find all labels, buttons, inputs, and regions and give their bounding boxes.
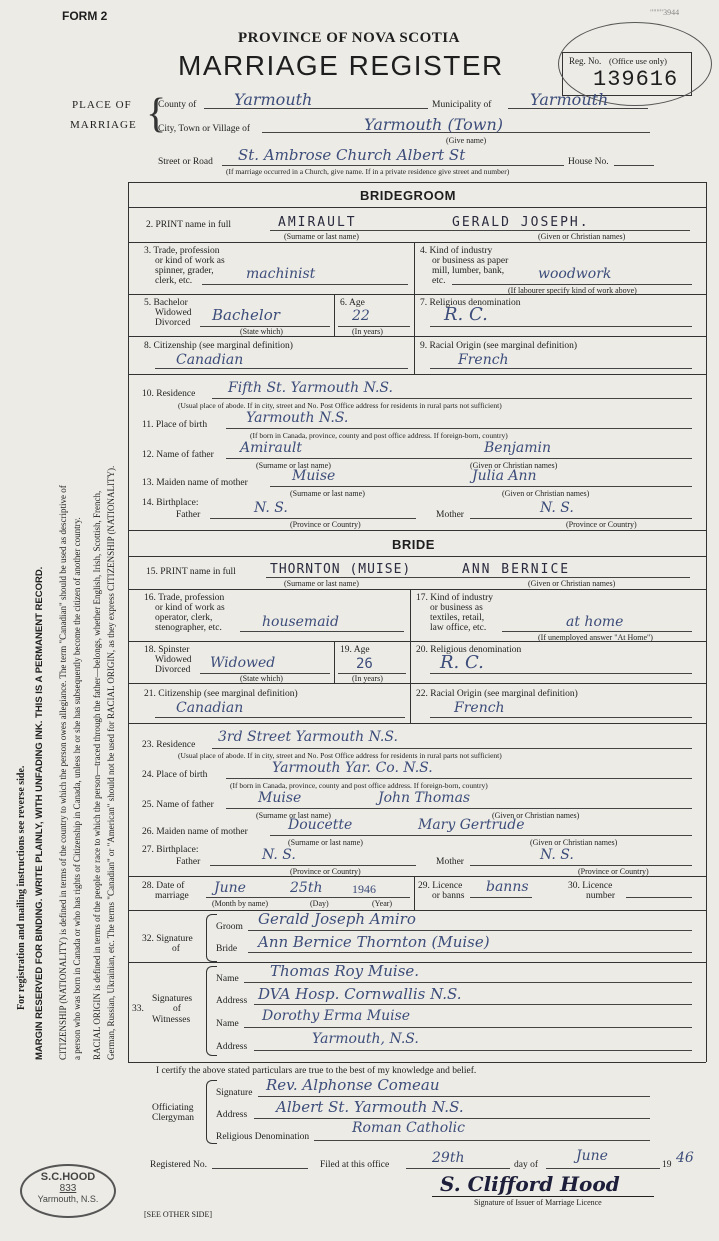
f3-label-4: clerk, etc. xyxy=(155,276,193,286)
f24-value: Yarmouth Yar. Co. N.S. xyxy=(272,760,433,776)
see-other-side: [SEE OTHER SIDE] xyxy=(144,1210,212,1219)
f22-label: 22. Racial Origin (see marginal definition) xyxy=(416,689,578,699)
page-title: MARRIAGE REGISTER xyxy=(178,50,504,81)
f17-label-4: law office, etc. xyxy=(430,623,487,633)
f27-mother-hint: (Province or Country) xyxy=(578,867,649,876)
denomination-label: Religious Denomination xyxy=(216,1132,310,1142)
f16-label-4: stenographer, etc. xyxy=(155,623,222,633)
f3-label-3: spinner, grader, xyxy=(155,266,214,276)
f23-value: 3rd Street Yarmouth N.S. xyxy=(218,729,398,745)
f18-label-2: Widowed xyxy=(155,655,192,665)
f26-given: Mary Gertrude xyxy=(418,817,525,833)
f14-mother: N. S. xyxy=(540,500,574,516)
f28-label-2: marriage xyxy=(155,891,189,901)
f17-note: (If unemployed answer "At Home") xyxy=(538,633,653,642)
bride-sig-label: Bride xyxy=(216,944,238,954)
f8-value: Canadian xyxy=(176,352,244,368)
f16-label-1: 16. Trade, profession xyxy=(144,593,225,603)
groom-signature: Gerald Joseph Amiro xyxy=(258,910,416,928)
f4-label-3: mill, lumber, bank, xyxy=(432,266,505,276)
w2-name-label: Name xyxy=(216,1019,239,1029)
registrar-stamp xyxy=(20,1164,116,1218)
reg-note: (Office use only) xyxy=(609,56,667,66)
filed-label: Filed at this office xyxy=(320,1160,390,1170)
day-of-label: day of xyxy=(514,1160,539,1170)
groom-sig-label: Groom xyxy=(216,922,243,932)
f6-value: 22 xyxy=(352,308,370,324)
f3-value: machinist xyxy=(246,266,316,282)
f13-surname-hint: (Surname or last name) xyxy=(290,489,365,498)
w2-address-label: Address xyxy=(216,1042,248,1052)
county-value: Yarmouth xyxy=(234,90,313,109)
f14-father-hint: (Province or Country) xyxy=(290,520,361,529)
place-brace: { xyxy=(146,91,167,137)
filed-day: 29th xyxy=(432,1150,465,1166)
f30-label-2: number xyxy=(586,891,616,901)
f25-surname-hint: (Surname or last name) xyxy=(256,811,331,820)
clergy-address-label: Address xyxy=(216,1110,248,1120)
f18-label-3: Divorced xyxy=(155,665,191,675)
f28-day: 25th xyxy=(290,880,323,896)
bridegroom-section-title: BRIDEGROOM xyxy=(360,188,456,203)
f5-state-hint: (State which) xyxy=(240,327,283,336)
f16-label-3: operator, clerk, xyxy=(155,613,213,623)
f4-label-1: 4. Kind of industry xyxy=(420,246,493,256)
f5-label-3: Divorced xyxy=(155,318,191,328)
f12-label: 12. Name of father xyxy=(142,450,214,460)
issuer-label: Signature of Issuer of Marriage Licence xyxy=(474,1198,602,1207)
f17-value: at home xyxy=(566,614,624,630)
f4-note: (If labourer specify kind of work above) xyxy=(508,286,637,295)
reg-label: Reg. No. xyxy=(569,56,602,66)
f28-month-hint: (Month by name) xyxy=(212,899,268,908)
f28-month: June xyxy=(214,880,246,896)
f27-father-hint: (Province or Country) xyxy=(290,867,361,876)
f30-label-1: 30. Licence xyxy=(568,881,613,891)
f15-given-hint: (Given or Christian names) xyxy=(528,579,616,588)
place-label-2: MARRIAGE xyxy=(70,119,137,131)
f28-label-1: 28. Date of xyxy=(142,881,185,891)
f4-label-4: etc. xyxy=(432,276,446,286)
w1-address: DVA Hosp. Cornwallis N.S. xyxy=(258,985,462,1003)
f25-given: John Thomas xyxy=(378,790,471,806)
f5-value: Bachelor xyxy=(212,306,280,324)
registered-label: Registered No. xyxy=(150,1160,207,1170)
margin-text-4: a person who was born in Canada or who has rights of Citizenship in Canada, unless he or she has subsequently become the citizen of another country. xyxy=(72,517,82,1060)
clergy-sig-label: Signature xyxy=(216,1088,253,1098)
w1-address-label: Address xyxy=(216,996,248,1006)
f6-years-hint: (In years) xyxy=(352,327,383,336)
f26-given-hint: (Given or Christian names) xyxy=(530,838,618,847)
f26-surname: Doucette xyxy=(288,817,353,833)
f13-given-hint: (Given or Christian names) xyxy=(502,489,590,498)
f32-label-1: 32. Signature xyxy=(142,934,193,944)
f25-surname: Muise xyxy=(258,790,302,806)
place-label-1: PLACE OF xyxy=(72,99,132,111)
f15-label: 15. PRINT name in full xyxy=(146,567,236,577)
bride-section-title: BRIDE xyxy=(392,537,435,552)
f15-surname-hint: (Surname or last name) xyxy=(284,579,359,588)
f25-given-hint: (Given or Christian names) xyxy=(492,811,580,820)
filed-year-prefix: 19 xyxy=(662,1160,672,1170)
f14-label-1: 14. Birthplace: xyxy=(142,498,199,508)
stamp-place: Yarmouth, N.S. xyxy=(37,1194,99,1204)
f24-label: 24. Place of birth xyxy=(142,770,208,780)
f23-label: 23. Residence xyxy=(142,740,196,750)
margin-text-5: RACIAL ORIGIN is defined in terms of the people or race to which the person—traced through the father—belongs, whether English, Irish, Scottish, French, xyxy=(92,490,102,1060)
f26-surname-hint: (Surname or last name) xyxy=(288,838,363,847)
f14-label-2: Father xyxy=(176,510,201,520)
f32-label-2: of xyxy=(172,944,180,954)
filed-year: 46 xyxy=(676,1150,694,1166)
municipality-value: Yarmouth xyxy=(530,90,609,109)
filed-month: June xyxy=(576,1148,608,1164)
f9-label: 9. Racial Origin (see marginal definition) xyxy=(420,341,578,351)
f18-state-hint: (State which) xyxy=(240,674,283,683)
f2-surname-hint: (Surname or last name) xyxy=(284,232,359,241)
w2-address: Yarmouth, N.S. xyxy=(312,1031,419,1047)
clergy-label-2: Clergyman xyxy=(152,1113,195,1123)
f12-given-hint: (Given or Christian names) xyxy=(470,461,558,470)
f27-label-2: Father xyxy=(176,857,201,867)
w1-name-label: Name xyxy=(216,974,239,984)
w1-name: Thomas Roy Muise. xyxy=(270,962,420,980)
f2-given: GERALD JOSEPH. xyxy=(452,215,590,230)
f12-given: Benjamin xyxy=(484,440,552,456)
give-name-hint: (Give name) xyxy=(446,136,487,145)
f17-label-3: textiles, retail, xyxy=(430,613,485,623)
f18-value: Widowed xyxy=(210,655,276,671)
f28-year-hint: (Year) xyxy=(372,899,393,908)
f17-label-2: or business as xyxy=(430,603,483,613)
clergy-label-1: Officiating xyxy=(152,1103,194,1113)
f10-label: 10. Residence xyxy=(142,389,196,399)
f14-mother-label: Mother xyxy=(436,510,464,520)
w2-name: Dorothy Erma Muise xyxy=(262,1008,411,1024)
f12-surname: Amirault xyxy=(240,440,303,456)
f28-day-hint: (Day) xyxy=(310,899,329,908)
city-value: Yarmouth (Town) xyxy=(364,115,503,134)
f20-value: R. C. xyxy=(440,652,484,673)
f8-label: 8. Citizenship (see marginal definition) xyxy=(144,341,293,351)
f5-label-1: 5. Bachelor xyxy=(144,298,188,308)
f4-value: woodwork xyxy=(538,266,612,282)
street-label: Street or Road xyxy=(158,157,213,167)
f33-label-2: of xyxy=(173,1004,181,1014)
f16-value: housemaid xyxy=(262,614,339,630)
f4-label-2: or business as paper xyxy=(432,256,509,266)
f7-value: R. C. xyxy=(444,304,488,325)
margin-text-3: CITIZENSHIP (NATIONALITY) is defined in terms of the country to which the person owes allegiance. The term "Canadian" should be used as descriptive of xyxy=(58,485,68,1060)
f10-value: Fifth St. Yarmouth N.S. xyxy=(228,380,393,396)
f18-label-1: 18. Spinster xyxy=(144,645,190,655)
f14-mother-hint: (Province or Country) xyxy=(566,520,637,529)
stamp-name: S.C.HOOD xyxy=(40,1171,96,1183)
f12-surname-hint: (Surname or last name) xyxy=(256,461,331,470)
f14-father: N. S. xyxy=(254,500,288,516)
f13-surname: Muise xyxy=(292,468,336,484)
f17-label-1: 17. Kind of industry xyxy=(416,593,494,603)
f29-label-1: 29. Licence xyxy=(418,881,463,891)
margin-text-2: MARGIN RESERVED FOR BINDING. WRITE PLAINLY, WITH UNFADING INK. THIS IS A PERMANENT RECORD. xyxy=(34,566,45,1060)
reg-number: 139616 xyxy=(593,67,679,92)
f2-given-hint: (Given or Christian names) xyxy=(538,232,626,241)
f29-value: banns xyxy=(486,879,529,895)
form-number: FORM 2 xyxy=(62,9,108,23)
f21-label: 21. Citizenship (see marginal definition) xyxy=(144,689,298,699)
f7-label: 7. Religious denomination xyxy=(420,298,521,308)
province-heading: PROVINCE OF NOVA SCOTIA xyxy=(238,30,460,46)
f6-label: 6. Age xyxy=(340,298,365,308)
f19-years-hint: (In years) xyxy=(352,674,383,683)
f19-label: 19. Age xyxy=(340,645,370,655)
f24-note: (If born in Canada, province, county and post office address. If foreign-born, country) xyxy=(230,781,488,790)
clergy-denomination: Roman Catholic xyxy=(352,1120,465,1136)
issuer-signature: S. Clifford Hood xyxy=(440,1172,620,1196)
f20-label: 20. Religious denomination xyxy=(416,645,522,655)
certify-text: I certify the above stated particulars are true to the best of my knowledge and belief. xyxy=(156,1066,477,1076)
f22-value: French xyxy=(454,700,505,716)
f21-value: Canadian xyxy=(176,700,244,716)
f15-surname: THORNTON (MUISE) xyxy=(270,562,412,577)
f33-label-1: Signatures xyxy=(152,994,193,1004)
f10-note: (Usual place of abode. If in city, street and No. Post Office address for residents in rural parts not sufficient) xyxy=(178,401,502,410)
f27-label-1: 27. Birthplace: xyxy=(142,845,199,855)
f3-label-2: or kind of work as xyxy=(155,256,225,266)
clergy-address: Albert St. Yarmouth N.S. xyxy=(276,1098,464,1116)
margin-text-6: German, Russian, Ukrainian, etc. The terms "Canadian" or "American" should not be used for RACIAL ORIGIN, as they express CITIZENSHIP (NATIONALITY). xyxy=(106,465,116,1060)
f33-label-3: Witnesses xyxy=(152,1015,191,1025)
city-label: City, Town or Village of xyxy=(158,124,250,134)
f28-year: 1946 xyxy=(352,882,376,896)
f27-father: N. S. xyxy=(262,847,296,863)
f13-given: Julia Ann xyxy=(472,468,537,484)
street-value: St. Ambrose Church Albert St xyxy=(238,146,466,164)
f27-mother: N. S. xyxy=(540,847,574,863)
f15-given: ANN BERNICE xyxy=(462,562,571,577)
f29-label-2: or banns xyxy=(432,891,465,901)
f25-label: 25. Name of father xyxy=(142,800,214,810)
f26-label: 26. Maiden name of mother xyxy=(142,827,248,837)
bride-signature: Ann Bernice Thornton (Muise) xyxy=(258,933,490,951)
f27-mother-label: Mother xyxy=(436,857,464,867)
f11-value: Yarmouth N.S. xyxy=(246,410,349,426)
f11-label: 11. Place of birth xyxy=(142,420,208,430)
margin-text-1: For registration and mailing instructions see reverse side. xyxy=(16,765,27,1010)
f2-surname: AMIRAULT xyxy=(278,215,357,230)
corner-mark: """"3944 xyxy=(650,8,680,17)
f16-label-2: or kind of work as xyxy=(155,603,225,613)
f3-label-1: 3. Trade, profession xyxy=(144,246,220,256)
street-note: (If marriage occurred in a Church, give name. If in a private residence give street and number) xyxy=(226,167,510,176)
house-label: House No. xyxy=(568,157,609,167)
stamp-number: 833 xyxy=(59,1183,77,1194)
county-label: County of xyxy=(158,100,197,110)
clergy-signature: Rev. Alphonse Comeau xyxy=(266,1076,440,1094)
municipality-label: Municipality of xyxy=(432,100,492,110)
f5-label-2: Widowed xyxy=(155,308,192,318)
f33-number: 33. xyxy=(132,1004,144,1014)
f11-note: (If born in Canada, province, county and post office address. If foreign-born, country) xyxy=(250,431,508,440)
f9-value: French xyxy=(458,352,509,368)
f23-note: (Usual place of abode. If in city, street and No. Post Office address for residents in rural parts not sufficient) xyxy=(178,751,502,760)
f2-label: 2. PRINT name in full xyxy=(146,220,232,230)
f19-value: 26 xyxy=(356,656,373,672)
f13-label: 13. Maiden name of mother xyxy=(142,478,248,488)
